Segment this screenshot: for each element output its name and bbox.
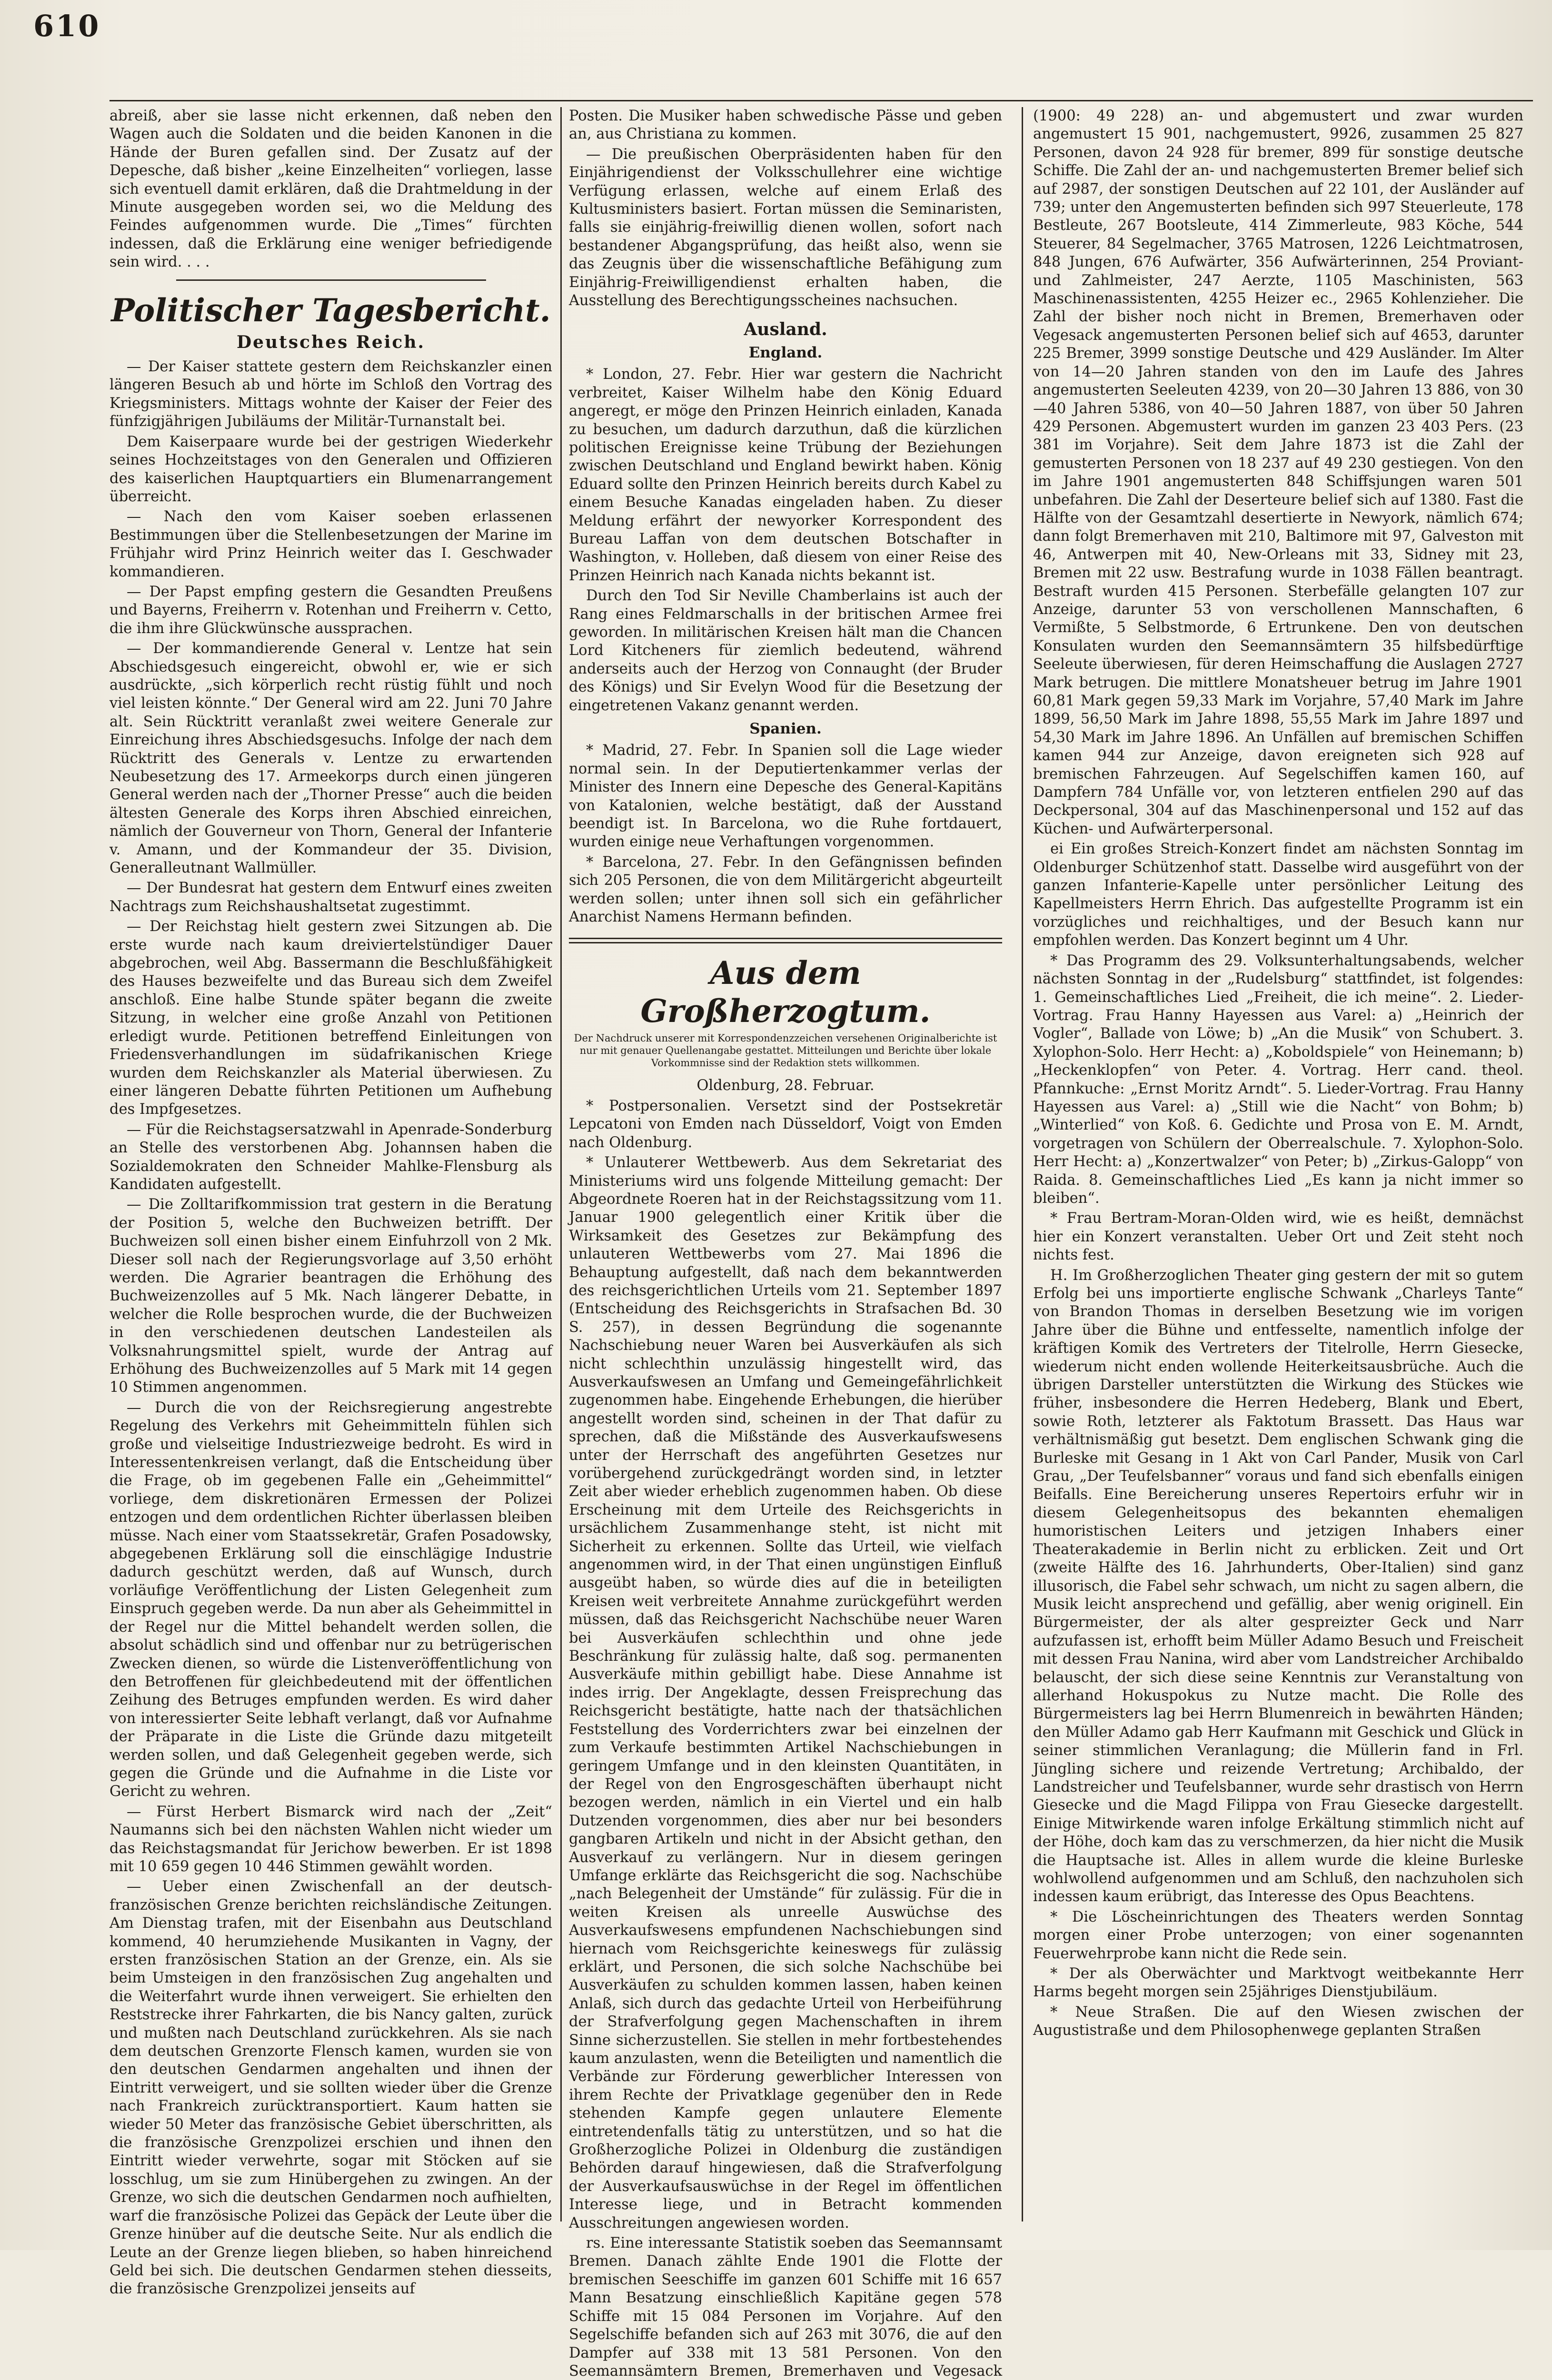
- article-paragraph: ei Ein großes Streich-Konzert findet am nächsten Sonntag im Oldenburger Schützenhof statt. Dasselbe wird ausgeführt von der ganzen Infanterie-Kapelle unter persönlicher Leitung des Kapellmeisters Herrn Ehrich. Das aufgestellte Programm ist ein vorzügliches und reichhaltiges, und der Besuch kann nur empfohlen werden. Das Konzert beginnt um 4 Uhr.: [1033, 841, 1523, 949]
- article-paragraph: — Durch die von der Reichsregierung angestrebte Regelung des Verkehrs mit Geheimmitteln fühlen sich große und vielseitige Industriezweige bedroht. Es wird in Interessentenkreisen verlangt, daß die Entscheidung über die Frage, ob im gegebenen Falle ein „Geheimmittel“ vorliege, dem diskretionären Ermessen der Polizei entzogen und dem ordentlichen Richter überlassen bleiben müsse. Nach einer vom Staatssekretär, Grafen Posadowsky, abgegebenen Erklärung soll die einschlägige Industrie dadurch geschützt werden, daß auf Wunsch, durch vorläufige Veröffentlichung der Listen Gelegenheit zum Einspruch gegeben werde. Da nun aber als Geheimmittel in der Regel nur die Mittel behandelt werden sollen, die absolut schädlich sind und offenbar nur zu betrügerischen Zwecken dienen, so würde die Listenveröffentlichung von den Betroffenen für gleichbedeutend mit der öffentlichen Zeihung des Betruges empfunden werden. Es wird daher von interessierter Seite lebhaft verlangt, daß vor Aufnahme der Präparate in die Liste die Gründe dazu mitgeteilt werden sollen, und daß Gelegenheit gegeben werde, sich gegen die Gründe und die Aufnahme in die Liste vor Gericht zu wehren.: [109, 1399, 552, 1800]
- country-heading-spanien: Spanien.: [749, 720, 822, 737]
- article-paragraph: H. Im Großherzoglichen Theater ging gestern der mit so gutem Erfolg bei uns importierte englische Schwank „Charleys Tante“ von Brandon Thomas in derselben Besetzung wie im vorigen Jahre über die Bühne und entfesselte, namentlich infolge der kräftigen Komik des Vertreters der Titelrolle, Herrn Giesecke, wiederum nicht enden wollende Heiterkeitsausbrüche. Auch die übrigen Darsteller unterstützten die Wirkung des Stückes wie früher, insbesondere die Herren Hedeberg, Blank und Ebert, sowie Roth, letzterer als Faktotum Brassett. Das Haus war verhältnismäßig gut besetzt. Dem englischen Schwank ging die Burleske mit Gesang in 1 Akt von Carl Pander, Musik von Carl Grau, „Der Teufelsbanner“ voraus und fand sich ebenfalls einigen Beifalls. Eine Bereicherung unseres Repertoirs erfuhr wir in diesem Gelegenheitsopus des bekannten ehemaligen humoristischen Leiters und jetzigen Inhabers einer Theaterakademie in Berlin nicht zu erblicken. Zeit und Ort (zweite Hälfte des 16. Jahrhunderts, Ober-Italien) sind ganz illusorisch, die Fabel sehr schwach, um nicht zu sagen albern, die Musik leicht ansprechend und gefällig, aber wenig originell. Ein Bürgermeister, der als alter gespreizter Geck und Narr aufzufassen ist, erhofft beim Müller Adamo Besuch und Freischeit mit dessen Frau Nanina, wird aber vom Landstreicher Archibaldo belauscht, der sich diese seine Kenntnis zur Veranstaltung von allerhand Hokuspokus zu Nutze macht. Die Rolle des Bürgermeisters lag bei Herrn Blumenreich in bewährten Händen; den Müller Adamo gab Herr Kaufmann mit Geschick und Glück in seiner stimmlichen Veranlagung; die Müllerin fand in Frl. Jüngling sichere und reizende Vertretung; Archibaldo, der Landstreicher und Teufelsbanner, wurde sehr drastisch von Herrn Giesecke und die Magd Filippa von Frau Giesecke dargestellt. Einige Mitwirkende waren infolge Erkältung stimmlich nicht auf der Höhe, doch kam das zu verschmerzen, da hier nicht die Musik die Hauptsache ist. Alles in allem wurde die kleine Burleske wohlwollend aufgenommen und am Schluß, den nachzuholen sich indessen kaum erübrigt, das Interesse des Opus Beachtens.: [1033, 1267, 1523, 1905]
- column-rule-2: [1022, 107, 1023, 2221]
- article-paragraph: — Die Zolltarifkommission trat gestern in die Beratung der Position 5, welche den Buchweizen betrifft. Der Buchweizen soll einen bisher einem Einfuhrzoll von 2 Mk. Dieser soll nach der Regierungsvorlage auf 3,50 erhöht werden. Die Agrarier beantragen die Erhöhung des Buchweizenzolles auf 5 Mk. Nach längerer Debatte, in welcher die Rolle besprochen wurde, die der Buchweizen in den verschiedenen deutschen Landesteilen als Volksnahrungsmittel spielt, wurde der Antrag auf Erhöhung des Buchweizenzolles auf 5 Mark mit 14 gegen 10 Stimmen angenommen.: [109, 1196, 552, 1396]
- section-separator: [176, 279, 486, 281]
- article-paragraph: — Der Papst empfing gestern die Gesandten Preußens und Bayerns, Freiherrn v. Rotenhan und Freiherrn v. Cetto, die ihm ihre Glückwünsche aussprachen.: [109, 583, 552, 637]
- article-paragraph: (1900: 49 228) an- und abgemustert und zwar wurden angemustert 15 901, nachgemustert, 9926, zusammen 25 827 Personen, davon 24 928 für bremer, 899 für sonstige deutsche Schiffe. Die Zahl der an- und nachgemusterten Bremer belief sich auf 2987, der sonstigen Deutschen auf 22 101, der Ausländer auf 739; unter den Angemusterten befinden sich 997 Steuerleute, 178 Bestleute, 267 Bootsleute, 414 Zimmerleute, 983 Köche, 544 Steuerer, 84 Segelmacher, 3765 Matrosen, 1226 Leichtmatrosen, 848 Jungen, 676 Aufwärter, 356 Aufwärterinnen, 254 Proviant- und Zahlmeister, 247 Aerzte, 1105 Maschinisten, 563 Maschinenassistenten, 4255 Heizer ec., 2965 Kohlenzieher. Die Zahl der bisher noch nicht in Bremen, Bremerhaven oder Vegesack angemusterten Personen belief sich auf 4653, darunter 225 Bremer, 3999 sonstige Deutsche und 429 Ausländer. Im Alter von 14—20 Jahren standen von den im Laufe des Jahres angemusterten Seeleuten 4239, von 20—30 Jahren 13 886, von 30—40 Jahren 5386, von 40—50 Jahren 1887, von über 50 Jahren 429 Personen. Abgemustert wurden im ganzen 23 403 Pers. (23 381 im Vorjahre). Seit dem Jahre 1873 ist die Zahl der gemusterten Personen von 18 237 auf 49 230 gestiegen. Von den im Jahre 1901 angemusterten 848 Schiffsjungen waren 501 unbefahren. Die Zahl der Deserteure belief sich auf 1380. Fast die Hälfte von der Gesamtzahl desertierte in Newyork, nämlich 674; dann folgt Bremerhaven mit 210, Baltimore mit 97, Galveston mit 46, Antwerpen mit 40, New-Orleans mit 33, Sidney mit 23, Bremen mit 22 usw. Bestrafung wurde in 1038 Fällen beantragt. Bestraft wurden 415 Personen. Sterbefälle gelangten 107 zur Anzeige, darunter 53 von verschollenen Mannschaften, 6 Vermißte, 5 Selbstmorde, 6 Ertrunkene. Den von deutschen Konsulaten wurden den Seemannsämtern 35 hilfsbedürftige Seeleute überwiesen, für deren Heimschaffung die Auslagen 2727 Mark betrugen. Die mittlere Monatsheuer betrug im Jahre 1901 60,81 Mark gegen 59,33 Mark im Vorjahre, 57,40 Mark im Jahre 1899, 56,50 Mark im Jahre 1898, 55,55 Mark im Jahre 1897 und 54,30 Mark im Jahre 1896. An Unfällen auf bremischen Schiffen kamen 944 zur Anzeige, davon ereigneten sich 928 auf bremischen Fahrzeugen. Auf Segelschiffen kamen 160, auf Dampfern 784 Unfälle vor, von letzteren entfielen 290 auf das Deckpersonal, 304 auf das Maschinenpersonal und 152 auf das Küchen- und Aufwärterpersonal.: [1033, 108, 1524, 837]
- dateline: Oldenburg, 28. Februar.: [696, 1077, 875, 1094]
- section-heading-ausland: Ausland.: [744, 319, 827, 340]
- article-paragraph: * Unlauterer Wettbewerb. Aus dem Sekretariat des Ministeriums wird uns folgende Mitteilung gemacht: Der Abgeordnete Roeren hat in der Reichstagssitzung vom 11. Januar 1900 gelegentlich einer Kritik über die Wirksamkeit des Gesetzes zur Bekämpfung des unlauteren Wettbewerbs vom 27. Mai 1896 die Behauptung aufgestellt, daß nach dem bekanntwerden des reichsgerichtlichen Urteils vom 21. September 1897 (Entscheidung des Reichsgerichts in Strafsachen Bd. 30 S. 257), in dessen Begründung die sogenannte Nachschiebung neuer Waren bei Ausverkäufen als sich nicht schlechthin unzulässig hingestellt wird, das Ausverkaufswesen an Umfang und Gemeingefährlichkeit zugenommen habe. Eingehende Erhebungen, die hierüber angestellt worden sind, scheinen in der That dafür zu sprechen, daß die Mißstände des Ausverkaufswesens unter der Herrschaft des angeführten Gesetzes nur vorübergehend zurückgedrängt worden sind, in letzter Zeit aber wieder erheblich zugenommen haben. Ob diese Erscheinung mit dem Urteile des Reichsgerichts in ursächlichem Zusammenhange steht, ist nicht mit Sicherheit zu erkennen. Sollte das Urteil, wie vielfach angenommen wird, in der That einen ungünstigen Einfluß ausgeübt haben, so würde dies auf die in beteiligten Kreisen weit verbreitete Annahme zurückgeführt werden müssen, daß das Reichsgericht Nachschübe neuer Waren bei Ausverkäufen schlechthin und ohne jede Beschränkung für zulässig halte, daß sog. permanenten Ausverkäufe mithin gebilligt habe. Diese Annahme ist indes irrig. Der Angeklagte, dessen Freisprechung das Reichsgericht bestätigte, hatte nach der thatsächlichen Feststellung des Vorderrichters zwar bei einzelnen der zum Verkaufe bestimmten Artikel Nachschiebungen in geringem Umfange und in den kleinsten Quantitäten, in der Regel von den Engrosgeschäften überhaupt nicht bezogen werden, nämlich in ein Viertel und ein halb Dutzenden vorgenommen, dies aber nur bei besonders gangbaren Artikeln und nicht in der Absicht gethan, den Ausverkauf zu verlängern. Nur in diesem geringen Umfange erklärte das Reichsgericht die sog. Nachschübe „nach Belegenheit der Umstände“ für zulässig. Für die in weiten Kreisen als unreelle Auswüchse des Ausverkaufswesens empfundenen Nachschiebungen sind hiernach vom Reichsgerichte keineswegs für zulässig erklärt, und Personen, die sich solche Nachschübe bei Ausverkäufen zu schulden kommen lassen, haben keinen Anlaß, sich durch das gedachte Urteil von Herbeiführung der Strafverfolgung gegen Machenschaften in ihrem Sinne sicherzustellen. Sie stellen in mehr fortbestehendes kaum anzulasten, wenn die Beteiligten und namentlich die Verbände zur Förderung gewerblicher Interessen von ihrem Rechte der Privatklage gegenüber den in Rede stehenden Kampfe gegen unlautere Elemente eintretendenfalls tätig zu unterstützen, und so hat die Großherzogliche Polizei in Oldenburg die zuständigen Behörden darauf hingewiesen, daß die Strafverfolgung der Ausverkaufsauswüchse in der Regel im öffentlichen Interesse liege, und in Betracht kommenden Ausschreitungen angewiesen worden.: [569, 1154, 1002, 2231]
- section-heading: Politischer Tagesbericht.: [111, 291, 551, 329]
- article-paragraph: — Für die Reichstagsersatzwahl in Apenrade-Sonderburg an Stelle des verstorbenen Abg. Johannsen haben die Sozialdemokraten den Schneider Mahlke-Flensburg als Kandidaten aufgestellt.: [109, 1121, 552, 1193]
- article-paragraph: — Die preußischen Oberpräsidenten haben für den Einjährigendienst der Volksschullehrer eine wichtige Verfügung erlassen, welche auf einem Erlaß des Kultusministers basiert. Fortan müssen die Seminaristen, falls sie einjährig-freiwillig dienen wollen, sofort nach bestandener Abgangsprüfung, das heißt also, wenn sie das Zeugnis über die wissenschaftliche Befähigung zum Einjährig-Freiwilligendienst erhalten haben, die Ausstellung des Berechtigungsscheines nachsuchen.: [569, 146, 1002, 309]
- section-heading-grossherzogtum: Aus dem Großherzogtum.: [640, 954, 931, 1030]
- section-double-rule: [569, 938, 1002, 943]
- section-subheading: Deutsches Reich.: [236, 332, 426, 352]
- article-paragraph: * Frau Bertram-Moran-Olden wird, wie es heißt, demnächst hier ein Konzert veranstalten. Ueber Ort und Zeit steht noch nichts fest.: [1033, 1210, 1523, 1264]
- article-paragraph: — Fürst Herbert Bismarck wird nach der „Zeit“ Naumanns sich bei den nächsten Wahlen nicht wieder um das Reichstagsmandat für Jerichow bewerben. Er ist 1898 mit 10 659 gegen 10 446 Stimmen gewählt worden.: [109, 1803, 552, 1875]
- column-3: [1033, 107, 1523, 2221]
- article-paragraph: * Der als Oberwächter und Marktvogt weitbekannte Herr Harms begeht morgen sein 25jähriges Dienstjubiläum.: [1033, 1965, 1523, 2001]
- article-paragraph: — Der Kaiser stattete gestern dem Reichskanzler einen längeren Besuch ab und hörte im Schloß den Vortrag des Kriegsministers. Mittags wohnte der Kaiser der Feier des fünfzigjährigen Jubiläums der Militär-Turnanstalt bei.: [109, 358, 552, 430]
- article-paragraph: — Der Bundesrat hat gestern dem Entwurf eines zweiten Nachtrags zum Reichshaushaltsetat zugestimmt.: [109, 880, 552, 915]
- country-heading-england: England.: [748, 344, 823, 361]
- article-paragraph: * Das Programm des 29. Volksunterhaltungsabends, welcher nächsten Sonntag in der „Rudelsburg“ stattfindet, ist folgendes: 1. Gemeinschaftliches Lied „Freiheit, die ich meine“. 2. Lieder-Vortrag. Frau Hanny Hayessen aus Varel: a) „Heinrich der Vogler“, Ballade von Löwe; b) „An die Musik“ von Schubert. 3. Xylophon-Solo. Herr Hecht: a) „Koboldspiele“ von Heinemann; b) „Heckenklopfen“ von Peter. 4. Vortrag. Herr cand. theol. Pfannkuche: „Ernst Moritz Arndt“. 5. Lieder-Vortrag. Frau Hanny Hayessen aus Varel: a) „Still wie die Nacht“ von Bohm; b) „Winterlied“ von Koß. 6. Gedichte und Prosa von E. M. Arndt, vorgetragen von Schülern der Oberrealschule. 7. Xylophon-Solo. Herr Hecht: a) „Konzertwalzer“ von Peter; b) „Zirkus-Galopp“ von Raida. 8. Gemeinschaftliches Lied „Es kann ja nicht immer so bleiben“.: [1033, 952, 1523, 1207]
- article-paragraph: abreiß, aber sie lasse nicht erkennen, daß neben den Wagen auch die Soldaten und die beiden Kanonen in die Hände der Buren gefallen sind. Der Zusatz auf der Depesche, daß bisher „keine Einzelheiten“ vorliegen, lasse sich eventuell damit erklären, daß die Drahtmeldung in der Minute ausgegeben worden sei, wo die Meldung des Feindes aufgenommen wurde. Die „Times“ fürchten indessen, daß die Erklärung eine weniger befriedigende sein wird. . . .: [109, 108, 552, 271]
- article-paragraph: Durch den Tod Sir Neville Chamberlains ist auch der Rang eines Feldmarschalls in der britischen Armee frei geworden. In militärischen Kreisen hält man die Chancen Lord Kitcheners für ziemlich bedeutend, während anderseits auch der Herzog von Connaught (der Bruder des Königs) und Sir Evelyn Wood für die Besetzung der eingetretenen Vakanz genannt werden.: [569, 587, 1002, 714]
- article-paragraph: * Die Löscheinrichtungen des Theaters werden Sonntag morgen einer Probe unterzogen; von einer sogenannten Feuerwehrprobe kann nicht die Rede sein.: [1033, 1908, 1523, 1962]
- article-paragraph: * Madrid, 27. Febr. In Spanien soll die Lage wieder normal sein. In der Deputiertenkammer verlas der Minister des Innern eine Depesche des General-Kapitäns von Katalonien, welche bestätigt, daß der Ausstand beendigt ist. In Barcelona, wo die Ruhe fortdauert, wurden einige neue Verhaftungen vorgenommen.: [569, 742, 1002, 851]
- column-rule-1: [560, 107, 562, 2221]
- article-paragraph: — Ueber einen Zwischenfall an der deutsch-französischen Grenze berichten reichsländische Zeitungen. Am Dienstag trafen, mit der Eisenbahn aus Deutschland kommend, 40 herumziehende Musikanten in Vagny, der ersten französischen Station an der Grenze, ein. Als sie beim Umsteigen in den französischen Zug angehalten und die Weiterfahrt wurde ihnen verweigert. Sie erhielten den Reststrecke ihrer Fahrkarten, die bis Nancy galten, zurück und mußten nach Deutschland zurückkehren. Als sie nach dem deutschen Grenzorte Flensch kamen, wurden sie von den deutschen Gendarmen angehalten und ihnen der Eintritt verweigert, und sie sollten wieder über die Grenze nach Frankreich zurücktransportiert. Kaum hatten sie wieder 50 Meter das französische Gebiet überschritten, als die französische Grenzpolizei erschien und ihnen den Eintritt wieder verwehrte, sogar mit Stöcken auf sie losschlug, um sie zum Hinübergehen zu zwingen. An der Grenze, wo sich die deutschen Gendarmen noch aufhielten, warf die französische Polizei das Gepäck der Leute über die Grenze hinüber auf die deutsche Seite. Nur als endlich die Leute an der Grenze liegen blieben, so haben hinreichend Geld bei sich. Die deutschen Gendarmen stehen diesseits, die französische Grenzpolizei jenseits auf: [109, 1878, 552, 2298]
- article-paragraph: * Barcelona, 27. Febr. In den Gefängnissen befinden sich 205 Personen, die von dem Militärgericht abgeurteilt werden sollen; unter ihnen soll sich ein gefährlicher Anarchist Namens Hermann befinden.: [569, 853, 1002, 926]
- top-rule: [109, 100, 1533, 101]
- article-paragraph: Dem Kaiserpaare wurde bei der gestrigen Wiederkehr seines Hochzeitstages von den Generalen und Offizieren des kaiserlichen Hauptquartiers ein Blumenarrangement überreicht.: [109, 433, 552, 505]
- article-paragraph: Posten. Die Musiker haben schwedische Pässe und geben an, aus Christiana zu kommen.: [569, 108, 1002, 143]
- article-paragraph: — Nach den vom Kaiser soeben erlassenen Bestimmungen über die Stellenbesetzungen der Marine im Frühjahr wird Prinz Heinrich weiter das I. Geschwader kommandieren.: [109, 508, 552, 580]
- column-2: [569, 107, 1002, 2380]
- article-paragraph: * London, 27. Febr. Hier war gestern die Nachricht verbreitet, Kaiser Wilhelm habe den König Eduard angeregt, er möge den Prinzen Heinrich einladen, Kanada zu besuchen, um dadurch darzuthun, daß die kürzlichen politischen Ereignisse keine Trübung der Beziehungen zwischen Deutschland und England bewirkt haben. König Eduard sollte den Prinzen Heinrich bereits durch Kabel zu einem Besuche Kanadas eingeladen haben. Zu dieser Meldung erfährt der newyorker Korrespondent des Bureau Laffan von dem deutschen Botschafter in Washington, v. Holleben, daß diesem von einer Reise des Prinzen Heinrich nach Kanada nichts bekannt ist.: [569, 366, 1002, 584]
- page-number: 610: [33, 9, 101, 43]
- article-paragraph: * Neue Straßen. Die auf den Wiesen zwischen der Augustistraße und dem Philosophenwege geplanten Straßen: [1033, 2003, 1523, 2039]
- article-paragraph: — Der Reichstag hielt gestern zwei Sitzungen ab. Die erste wurde nach kaum dreiviertelstündiger Dauer abgebrochen, weil Abg. Bassermann die Beschlußfähigkeit des Hauses bezweifelte und das Bureau sich dem Zweifel anschloß. Eine halbe Stunde später begann die zweite Sitzung, in welcher eine große Anzahl von Petitionen erledigt wurde. Petitionen betreffend Einleitungen von Friedensverhandlungen im südafrikanischen Kriege wurden dem Reichskanzler als Material überwiesen. Zu einer längeren Debatte führten Petitionen um Aufhebung des Impfgesetzes.: [109, 918, 552, 1118]
- reprint-note: Der Nachdruck unserer mit Korrespondenzzeichen versehenen Originalberichte ist nur mit genauer Quellenangabe gestattet. Mitteilungen und Berichte über lokale Vorkommnisse sind der Redaktion stets willkommen.: [574, 1032, 997, 1069]
- article-paragraph: rs. Eine interessante Statistik soeben das Seemannsamt Bremen. Danach zählte Ende 1901 die Flotte der bremischen Seeschiffe im ganzen 601 Schiffe mit 16 657 Mann Besatzung einschließlich Kapitäne gegen 578 Schiffe mit 15 084 Personen im Vorjahre. Auf den Segelschiffe befanden sich auf 263 mit 3076, die auf den Dampfer auf 338 mit 13 581 Personen. Von den Seemannsämtern Bremen, Bremerhaven und Vegesack: [569, 2235, 1002, 2380]
- article-paragraph: — Der kommandierende General v. Lentze hat sein Abschiedsgesuch eingereicht, obwohl er, wie er sich ausdrückte, „sich körperlich recht rüstig fühlt und noch viel leisten könnte.“ Der General wird am 22. Juni 70 Jahre alt. Sein Rücktritt veranlaßt zwei weitere Generale zur Einreichung ihres Abschiedsgesuchs. Infolge der nach dem Rücktritt des Generals v. Lentze zu erwartenden Neubesetzung des 17. Armeekorps durch einen jüngeren General werden nach der „Thorner Presse“ auch die beiden ältesten Generale des Korps ihren Abschied einreichen, nämlich der Gouverneur von Thorn, General der Infanterie v. Amann, und der Kommandeur der 35. Division, Generalleutnant Wallmüller.: [109, 640, 552, 877]
- column-1: [109, 107, 552, 2298]
- article-paragraph: * Postpersonalien. Versetzt sind der Postsekretär Lepcatoni von Emden nach Düsseldorf, Voigt von Emden nach Oldenburg.: [569, 1097, 1002, 1151]
